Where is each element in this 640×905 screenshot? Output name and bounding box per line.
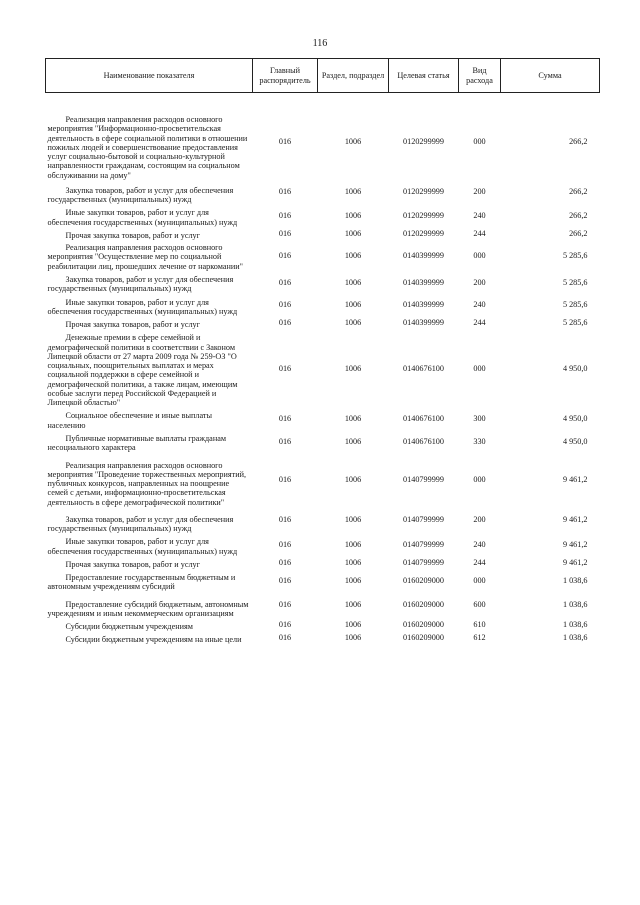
row-sum: 266,2	[569, 187, 588, 197]
row-sum: 4 950,0	[562, 363, 588, 373]
table-row	[46, 204, 600, 227]
row-kind: 244	[473, 228, 486, 238]
row-grbs: 016	[278, 620, 292, 630]
row-kind: 300	[473, 414, 486, 424]
row-sum: 5 285,6	[562, 300, 588, 310]
row-name: Иные закупки товаров, работ и услуг для обеспечения государственных (муниципальных) нужд	[47, 537, 238, 556]
table-row	[46, 240, 600, 271]
table-row	[46, 592, 600, 619]
row-target: 0160209000	[403, 633, 444, 643]
row-section: 1006	[344, 136, 362, 146]
row-name: Реализация направления расходов основного мероприятия "Информационно-просветительская деятельность в сфере социальной политики в отношении пожилых людей и совершенствование предоставления услуг социально-бытовой и социально-культурной направленности гражданам, состоящим на социальном обслуживании на дому"	[47, 115, 248, 180]
row-sum: 9 461,2	[562, 515, 588, 525]
table-row	[46, 407, 600, 430]
page-number: 116	[312, 38, 328, 49]
row-name: Прочая закупка товаров, работ и услуг	[65, 320, 200, 330]
row-grbs: 016	[278, 475, 292, 485]
row-section: 1006	[344, 515, 362, 525]
row-grbs: 016	[278, 136, 292, 146]
row-kind: 000	[473, 575, 486, 585]
row-section: 1006	[344, 475, 362, 485]
row-section: 1006	[344, 414, 362, 424]
table-row	[46, 453, 600, 507]
row-grbs: 016	[278, 515, 292, 525]
row-kind: 610	[473, 620, 486, 630]
row-section: 1006	[344, 436, 362, 446]
row-target: 0140676100	[403, 436, 444, 446]
row-target: 0160209000	[403, 620, 444, 630]
row-name: Субсидии бюджетным учреждениям	[65, 622, 193, 632]
row-name: Публичные нормативные выплаты гражданам несоциального характера	[47, 433, 227, 453]
table-header-row	[46, 59, 600, 93]
row-section: 1006	[344, 633, 362, 643]
row-section: 1006	[344, 539, 362, 549]
header-target: Целевая статья	[389, 59, 459, 93]
row-kind: 000	[473, 363, 486, 373]
table-row	[46, 507, 600, 534]
row-kind: 244	[473, 557, 486, 567]
row-section: 1006	[344, 318, 362, 328]
table-row	[46, 430, 600, 453]
row-kind: 600	[473, 600, 486, 610]
row-target: 0140399999	[403, 300, 444, 310]
row-kind: 240	[473, 539, 486, 549]
row-target: 0140799999	[403, 515, 444, 525]
row-name: Иные закупки товаров, работ и услуг для обеспечения государственных (муниципальных) нужд	[47, 297, 238, 316]
header-spacer	[46, 93, 600, 104]
row-kind: 612	[473, 633, 486, 643]
row-grbs: 016	[278, 436, 292, 446]
row-name: Предоставление субсидий бюджетным, автономным учреждениям и иным некоммерческим организациям	[47, 599, 249, 618]
row-name: Реализация направления расходов основного мероприятия "Осуществление мер по социальной реабилитации лиц, прошедших лечение от наркомании"	[47, 243, 243, 271]
row-name: Субсидии бюджетным учреждениям на иные цели	[65, 635, 242, 645]
row-grbs: 016	[278, 633, 292, 643]
row-section: 1006	[344, 277, 362, 287]
row-sum: 5 285,6	[562, 318, 588, 328]
row-section: 1006	[344, 211, 362, 221]
row-section: 1006	[344, 300, 362, 310]
row-target: 0140399999	[403, 250, 444, 260]
row-sum: 266,2	[569, 136, 588, 146]
row-target: 0140676100	[403, 414, 444, 424]
row-name: Денежные премии в сфере семейной и демографической политики в соответствии с Законом Липецкой области от 27 марта 2009 года № 259-ОЗ "О социальных, поощрительных выплатах и мерах социальной поддержки в сфере семейной и демографической политики, а также лицам, имеющим особые заслуги перед Российской Федерацией и Липецкой областью"	[47, 333, 238, 408]
row-grbs: 016	[278, 557, 292, 567]
row-name: Прочая закупка товаров, работ и услуг	[65, 559, 200, 569]
row-kind: 200	[473, 277, 486, 287]
row-name: Реализация направления расходов основного мероприятия "Проведение торжественных мероприятий, публичных конкурсов, направленных на поощрение семей с детьми, информационно-просветительская деятельность в сфере демографической политики"	[47, 460, 247, 507]
row-target: 0160209000	[403, 575, 444, 585]
row-name: Закупка товаров, работ и услуг для обеспечения государственных (муниципальных) нужд	[47, 274, 234, 294]
table-row	[46, 533, 600, 556]
header-sum: Сумма	[501, 59, 600, 93]
row-sum: 1 038,6	[562, 633, 588, 643]
row-target: 0140399999	[403, 318, 444, 328]
row-grbs: 016	[278, 250, 292, 260]
row-grbs: 016	[278, 600, 292, 610]
row-target: 0120299999	[403, 187, 444, 197]
table-row	[46, 569, 600, 592]
row-name: Закупка товаров, работ и услуг для обеспечения государственных (муниципальных) нужд	[47, 514, 234, 534]
row-section: 1006	[344, 228, 362, 238]
row-section: 1006	[344, 250, 362, 260]
row-grbs: 016	[278, 539, 292, 549]
row-name: Закупка товаров, работ и услуг для обеспечения государственных (муниципальных) нужд	[47, 185, 234, 205]
table-row	[46, 227, 600, 240]
row-grbs: 016	[278, 363, 292, 373]
row-target: 0140399999	[403, 277, 444, 287]
row-target: 0140799999	[403, 557, 444, 567]
table-row	[46, 329, 600, 407]
row-kind: 000	[473, 136, 486, 146]
row-section: 1006	[344, 620, 362, 630]
row-section: 1006	[344, 575, 362, 585]
row-section: 1006	[344, 557, 362, 567]
row-grbs: 016	[278, 211, 292, 221]
row-sum: 1 038,6	[562, 575, 588, 585]
table-row	[46, 271, 600, 294]
header-name: Наименование показателя	[46, 59, 253, 93]
row-sum: 5 285,6	[562, 250, 588, 260]
row-kind: 200	[473, 187, 486, 197]
row-section: 1006	[344, 363, 362, 373]
table-row	[46, 103, 600, 180]
row-kind: 244	[473, 318, 486, 328]
row-sum: 266,2	[569, 211, 588, 221]
header-kind: Вид расхода	[459, 59, 501, 93]
row-grbs: 016	[278, 228, 292, 238]
table-row	[46, 180, 600, 205]
row-grbs: 016	[278, 575, 292, 585]
table-row	[46, 316, 600, 329]
row-target: 0160209000	[403, 600, 444, 610]
row-sum: 9 461,2	[562, 475, 588, 485]
row-grbs: 016	[278, 414, 292, 424]
table-row	[46, 294, 600, 317]
table-row	[46, 556, 600, 569]
row-section: 1006	[344, 600, 362, 610]
header-section: Раздел, подраздел	[318, 59, 389, 93]
row-grbs: 016	[278, 318, 292, 328]
row-name: Социальное обеспечение и иные выплаты населению	[47, 411, 212, 430]
row-name: Предоставление государственным бюджетным и автономным учреждениям субсидий	[47, 573, 236, 592]
row-grbs: 016	[278, 187, 292, 197]
row-kind: 000	[473, 250, 486, 260]
row-kind: 240	[473, 300, 486, 310]
table-row	[46, 618, 600, 631]
row-sum: 1 038,6	[562, 600, 588, 610]
budget-table	[45, 58, 600, 645]
row-kind: 200	[473, 515, 486, 525]
row-target: 0140799999	[403, 539, 444, 549]
row-sum: 4 950,0	[562, 436, 588, 446]
row-target: 0120299999	[403, 136, 444, 146]
row-kind: 330	[473, 436, 486, 446]
header-grbs: Главный распорядитель	[253, 59, 318, 93]
table-body	[46, 93, 600, 645]
row-sum: 266,2	[569, 228, 588, 238]
row-target: 0140799999	[403, 475, 444, 485]
row-name: Иные закупки товаров, работ и услуг для обеспечения государственных (муниципальных) нужд	[47, 208, 238, 227]
row-sum: 9 461,2	[562, 539, 588, 549]
row-grbs: 016	[278, 300, 292, 310]
row-grbs: 016	[278, 277, 292, 287]
row-sum: 5 285,6	[562, 277, 588, 287]
table-row	[46, 631, 600, 644]
row-sum: 9 461,2	[562, 557, 588, 567]
row-target: 0120299999	[403, 228, 444, 238]
row-target: 0120299999	[403, 211, 444, 221]
row-sum: 4 950,0	[562, 414, 588, 424]
row-kind: 240	[473, 211, 486, 221]
row-target: 0140676100	[403, 363, 444, 373]
row-name: Прочая закупка товаров, работ и услуг	[65, 230, 200, 240]
row-section: 1006	[344, 187, 362, 197]
row-kind: 000	[473, 475, 486, 485]
row-sum: 1 038,6	[562, 620, 588, 630]
